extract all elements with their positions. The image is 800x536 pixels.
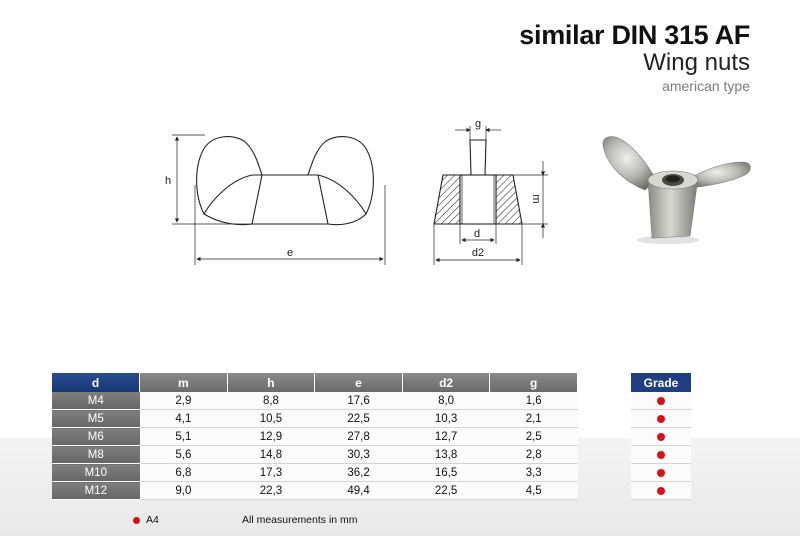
cell-size: M4 [52,392,140,410]
dim-d-label: d [473,228,481,240]
cell-size: M10 [52,464,140,482]
grade-dot-icon [657,487,665,495]
table-cell: 10,5 [227,410,315,428]
grade-dot-icon [657,469,665,477]
table-cell: 2,1 [490,410,578,428]
dimension-table [52,373,578,500]
section-right [496,175,522,224]
dim-d2-label: d2 [471,247,485,259]
cell-size: M6 [52,428,140,446]
table-cell: 14,8 [227,446,315,464]
grade-dot-icon [657,415,665,423]
table-cell: 17,3 [227,464,315,482]
wing-stem [470,140,486,175]
table-cell: 30,3 [315,446,403,464]
table-cell: 16,5 [402,464,490,482]
table-cell: 2,9 [140,392,228,410]
table-cell: 8,8 [227,392,315,410]
side-view [434,140,522,224]
table-cell: 5,6 [140,446,228,464]
col-header-d: d [52,373,140,392]
table-header-row [52,373,578,392]
page-subtitle: Wing nuts [643,49,750,76]
cell-size: M12 [52,482,140,500]
legend-material: A4 [146,514,159,526]
grade-dot-icon [657,397,665,405]
table-row [52,464,578,482]
grade-dot-icon [657,451,665,459]
table-cell: 6,8 [140,464,228,482]
table-cell: 27,8 [315,428,403,446]
grade-cell [631,428,691,446]
dim-g-label: g [474,118,482,130]
variant-label: american type [662,78,750,94]
grade-cell [631,482,691,500]
table-cell: 36,2 [315,464,403,482]
table-row [52,482,578,500]
table-row [52,446,578,464]
nut-body [252,175,328,224]
table-cell: 9,0 [140,482,228,500]
table-cell: 2,8 [490,446,578,464]
dim-e-label: e [286,247,294,259]
table-row [52,410,578,428]
grade-table [631,373,691,500]
table-cell: 2,5 [490,428,578,446]
table-row [52,428,578,446]
grade-cell [631,392,691,410]
col-header-d2: d2 [402,373,490,392]
table-row [52,392,578,410]
measurement-note: All measurements in mm [242,514,358,526]
table-cell: 12,7 [402,428,490,446]
col-header-h: h [227,373,315,392]
table-cell: 22,5 [315,410,403,428]
dim-h-label: h [164,175,172,187]
grade-cell [631,446,691,464]
cell-size: M5 [52,410,140,428]
left-wing [197,137,262,214]
table-cell: 10,3 [402,410,490,428]
section-left [434,175,460,224]
table-cell: 4,5 [490,482,578,500]
table-cell: 3,3 [490,464,578,482]
col-header-e: e [315,373,403,392]
table-cell: 1,6 [490,392,578,410]
product-photo [603,137,750,244]
dim-m-label: m [530,194,542,204]
table-cell: 12,9 [227,428,315,446]
legend-dot-icon [133,517,140,524]
table-cell: 22,3 [227,482,315,500]
table-cell: 49,4 [315,482,403,500]
grade-cell [631,410,691,428]
table-cell: 5,1 [140,428,228,446]
grade-cell [631,464,691,482]
table-cell: 8,0 [402,392,490,410]
legend [133,514,159,526]
table-cell: 22,5 [402,482,490,500]
table-cell: 17,6 [315,392,403,410]
cell-size: M8 [52,446,140,464]
table-cell: 4,1 [140,410,228,428]
grade-header: Grade [631,373,691,392]
front-view [197,137,374,225]
grade-dot-icon [657,433,665,441]
col-header-g: g [490,373,578,392]
photo-right-wing [690,162,750,188]
page-title: similar DIN 315 AF [519,20,750,50]
table-cell: 13,8 [402,446,490,464]
col-header-m: m [140,373,228,392]
thread-bore [460,175,496,224]
